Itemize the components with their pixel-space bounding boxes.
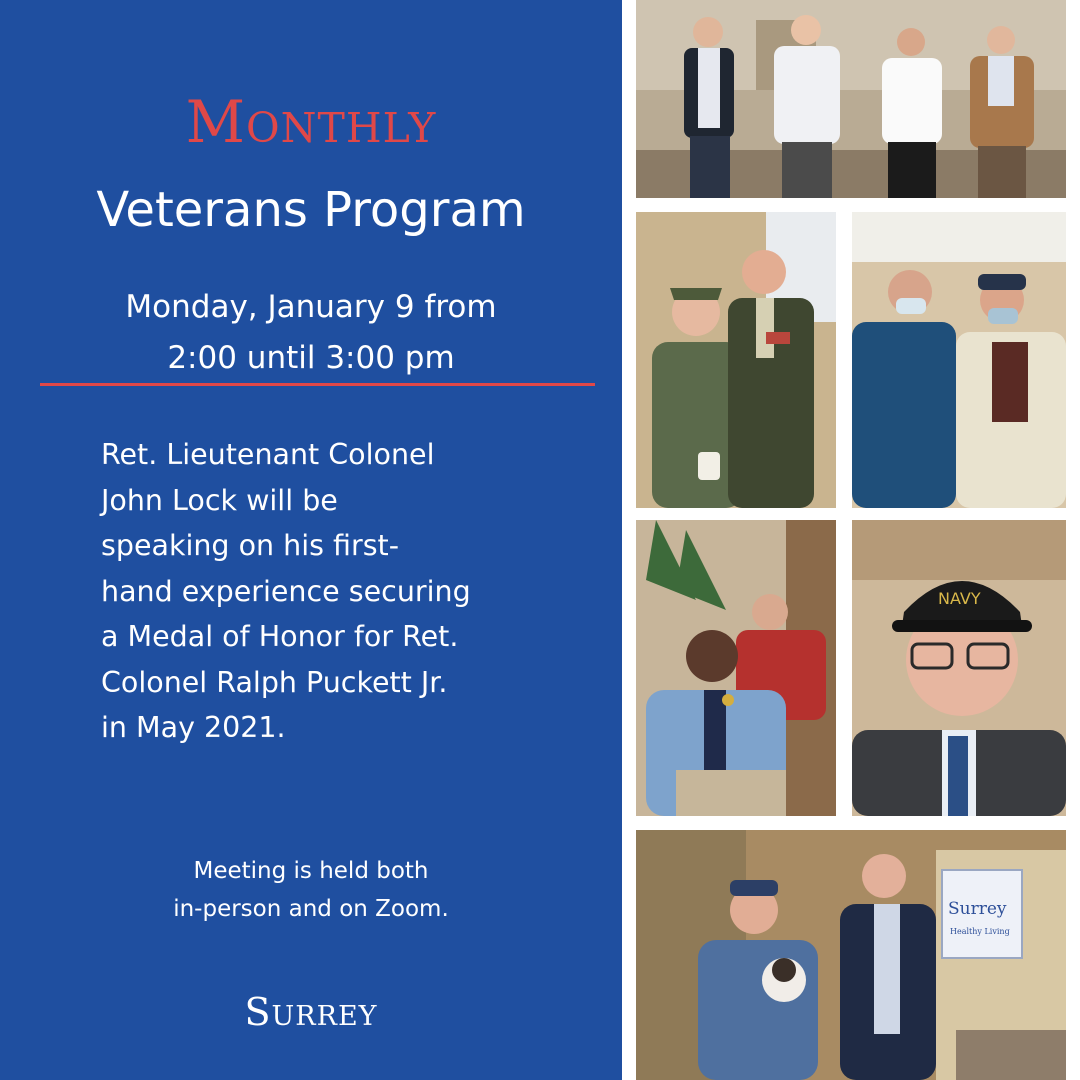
schedule-date: Monday, January 9 from	[125, 289, 497, 325]
description-line: a Medal of Honor for Ret.	[101, 620, 459, 653]
navy-cap-text: NAVY	[938, 589, 981, 608]
description-line: hand experience securing	[101, 574, 471, 608]
event-schedule	[0, 282, 622, 384]
description-line: Colonel Ralph Puckett Jr.	[101, 665, 448, 699]
meeting-line: Meeting is held both	[193, 858, 429, 884]
program-title: Veterans Program	[96, 182, 526, 238]
monthly-heading: Monthly	[185, 88, 437, 156]
description-line: John Lock will be	[101, 483, 338, 517]
photo-medal-veteran	[636, 520, 836, 816]
photo-navy-cap-veteran	[852, 520, 1066, 816]
photo-uniformed-veterans	[636, 212, 836, 508]
meeting-info	[0, 852, 622, 928]
photo-masked-veterans	[852, 212, 1066, 508]
event-description	[101, 432, 571, 751]
description-line: in May 2021.	[101, 711, 286, 744]
surrey-logo: Surrey	[244, 990, 378, 1034]
description-line: Ret. Lieutenant Colonel	[101, 438, 435, 471]
photo-veterans-with-dog	[636, 830, 1066, 1080]
schedule-time: 2:00 until 3:00 pm	[167, 340, 455, 376]
meeting-line: in-person and on Zoom.	[173, 896, 449, 922]
photo-group-of-four	[636, 0, 1066, 198]
sign-text: Surrey	[948, 899, 1007, 919]
divider-line	[40, 383, 595, 386]
description-line: speaking on his first-	[101, 529, 399, 562]
sign-subtext: Healthy Living	[950, 927, 1010, 936]
